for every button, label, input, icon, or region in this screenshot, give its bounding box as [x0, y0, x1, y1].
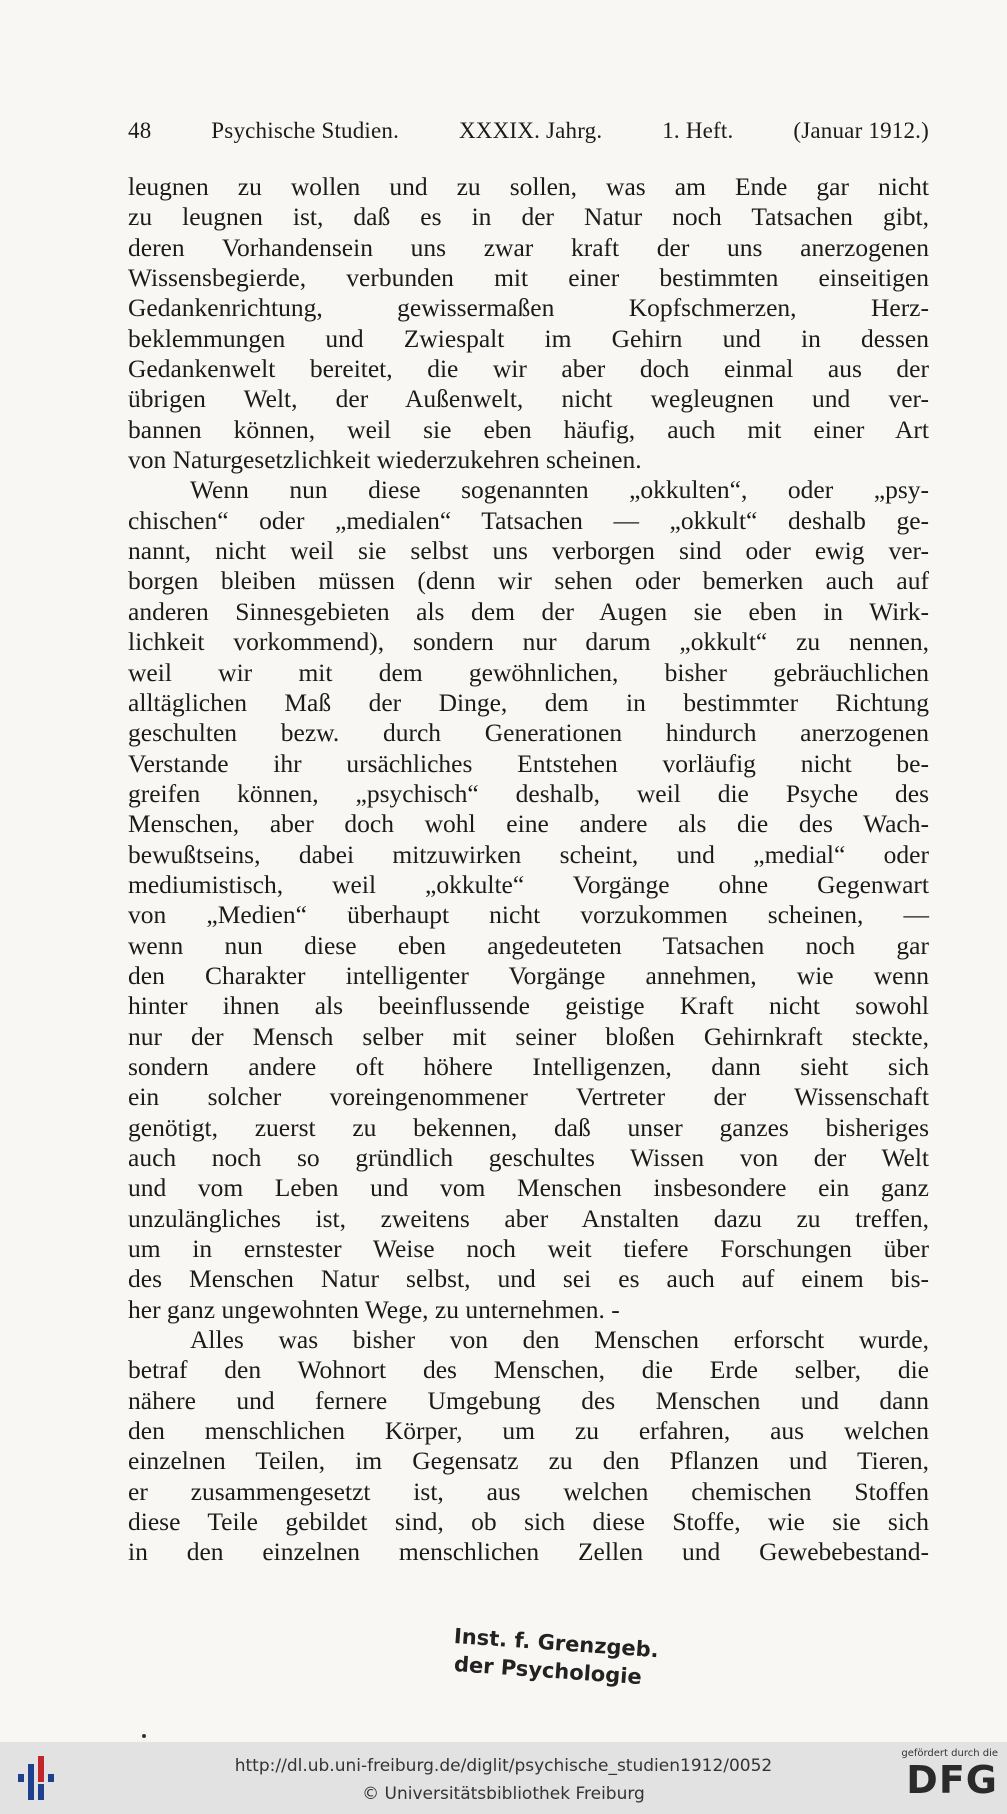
text-line: in den einzelnen menschlichen Zellen und Gewebebestand-	[128, 1537, 929, 1567]
text-line: unzulängliches ist, zweitens aber Anstalten dazu zu treffen,	[128, 1203, 929, 1233]
text-line: nur der Mensch selber mit seiner bloßen Gehirnkraft steckte,	[128, 1021, 929, 1051]
text-line: den Charakter intelligenter Vorgänge annehmen, wie wenn	[128, 960, 929, 990]
text-line: auch noch so gründlich geschultes Wissen von der Welt	[128, 1143, 929, 1172]
text-line: ein solcher voreingenommener Vertreter der Wissenschaft	[128, 1082, 929, 1112]
text-line: mediumistisch, weil „okkulte“ Vorgänge ohne Gegenwart	[128, 869, 929, 899]
issue: 1. Heft.	[662, 118, 734, 143]
text-line: weil wir mit dem gewöhnlichen, bisher gebräuchlichen	[128, 657, 929, 687]
text-line: borgen bleiben müssen (denn wir sehen oder bemerken auch auf	[128, 566, 929, 596]
text-line: sondern andere oft höhere Intelligenzen, dann sieht sich	[128, 1051, 929, 1081]
text-line: leugnen zu wollen und zu sollen, was am Ende gar nicht	[128, 172, 929, 201]
text-line: betraf den Wohnort des Menschen, die Erde selber, die	[128, 1355, 929, 1385]
stamp-line: der Psychologie	[453, 1652, 643, 1690]
text-line: zu leugnen ist, daß es in der Natur noch Tatsachen gibt,	[128, 202, 929, 232]
issue-date: (Januar 1912.)	[793, 118, 929, 143]
text-line: anderen Sinnesgebieten als dem der Augen sie eben in Wirk-	[128, 596, 929, 626]
copyright-notice: © Universitätsbibliothek Freiburg	[362, 1784, 645, 1804]
dfg-wordmark: DFG	[906, 1758, 998, 1802]
text-line: her ganz ungewohnten Wege, zu unternehmen. -	[128, 1294, 620, 1324]
journal-title: Psychische Studien.	[211, 118, 400, 143]
text-line: nähere und fernere Umgebung des Menschen und dann	[128, 1385, 929, 1415]
text-line: geschulten bezw. durch Generationen hindurch anerzogenen	[128, 718, 929, 748]
text-line: Verstande ihr ursächliches Entstehen vorläufig nicht be-	[128, 748, 929, 778]
text-line: hinter ihnen als beeinflussende geistige Kraft nicht sowohl	[128, 991, 929, 1021]
text-line: nannt, nicht weil sie selbst uns verborgen sind oder ewig ver-	[128, 536, 929, 566]
text-line: Gedankenwelt bereitet, die wir aber doch einmal aus der	[128, 354, 929, 384]
text-line: er zusammengesetzt ist, aus welchen chemischen Stoffen	[128, 1476, 929, 1506]
page-number: 48	[128, 118, 152, 143]
text-line: um in ernstester Weise noch weit tiefere Forschungen über	[128, 1234, 929, 1264]
running-head	[128, 118, 929, 152]
text-line: von „Medien“ überhaupt nicht vorzukommen scheinen, —	[128, 900, 929, 930]
text-line: wenn nun diese eben angedeuteten Tatsachen noch gar	[128, 930, 929, 960]
viewer-footer	[0, 1742, 1007, 1814]
text-line: chischen“ oder „medialen“ Tatsachen — „okkult“ deshalb ge-	[128, 505, 929, 535]
text-line: bannen können, weil sie eben häufig, auch mit einer Art	[128, 414, 929, 444]
text-line: den menschlichen Körper, um zu erfahren, aus welchen	[128, 1416, 929, 1446]
text-line: greifen können, „psychisch“ deshalb, weil die Psyche des	[128, 778, 929, 808]
text-line: und vom Leben und vom Menschen insbesondere ein ganz	[128, 1173, 929, 1203]
text-line: Alles was bisher von den Menschen erforscht wurde,	[190, 1325, 929, 1355]
text-line: diese Teile gebildet sind, ob sich diese Stoffe, wie sie sich	[128, 1507, 929, 1537]
text-line: Wenn nun diese sogenannten „okkulten“, oder „psy-	[190, 475, 929, 505]
ink-dot	[142, 1734, 146, 1738]
library-stamp	[451, 1622, 660, 1692]
volume: XXXIX. Jahrg.	[458, 118, 603, 143]
body-text	[128, 172, 929, 1568]
text-line: beklemmungen und Zwiespalt im Gehirn und in dessen	[128, 323, 929, 353]
stamp-line: Inst. f. Grenzgeb.	[453, 1623, 660, 1663]
text-line: übrigen Welt, der Außenwelt, nicht wegleugnen und ver-	[128, 384, 929, 414]
text-line: genötigt, zuerst zu bekennen, daß unser ganzes bisheriges	[128, 1112, 929, 1142]
dfg-logo	[888, 1748, 998, 1810]
text-line: Menschen, aber doch wohl eine andere als die des Wach-	[128, 809, 929, 839]
text-line: lichkeit vorkommend), sondern nur darum „okkult“ zu nennen,	[128, 627, 929, 657]
text-line: Wissensbegierde, verbunden mit einer bestimmten einseitigen	[128, 263, 929, 293]
text-line: Gedankenrichtung, gewissermaßen Kopfschmerzen, Herz-	[128, 293, 929, 323]
text-line: deren Vorhandensein uns zwar kraft der uns anerzogenen	[128, 232, 929, 262]
text-line: des Menschen Natur selbst, und sei es auch auf einem bis-	[128, 1264, 929, 1294]
text-line: von Naturgesetzlichkeit wiederzukehren scheinen.	[128, 445, 642, 475]
dfg-funding-text: gefördert durch die	[901, 1748, 998, 1759]
text-line: alltäglichen Maß der Dinge, dem in bestimmter Richtung	[128, 687, 929, 717]
text-line: bewußtseins, dabei mitzuwirken scheint, und „medial“ oder	[128, 839, 929, 869]
text-line: einzelnen Teilen, im Gegensatz zu den Pflanzen und Tieren,	[128, 1446, 929, 1476]
permalink-url[interactable]: http://dl.ub.uni-freiburg.de/diglit/psychische_studien1912/0052	[234, 1756, 773, 1776]
